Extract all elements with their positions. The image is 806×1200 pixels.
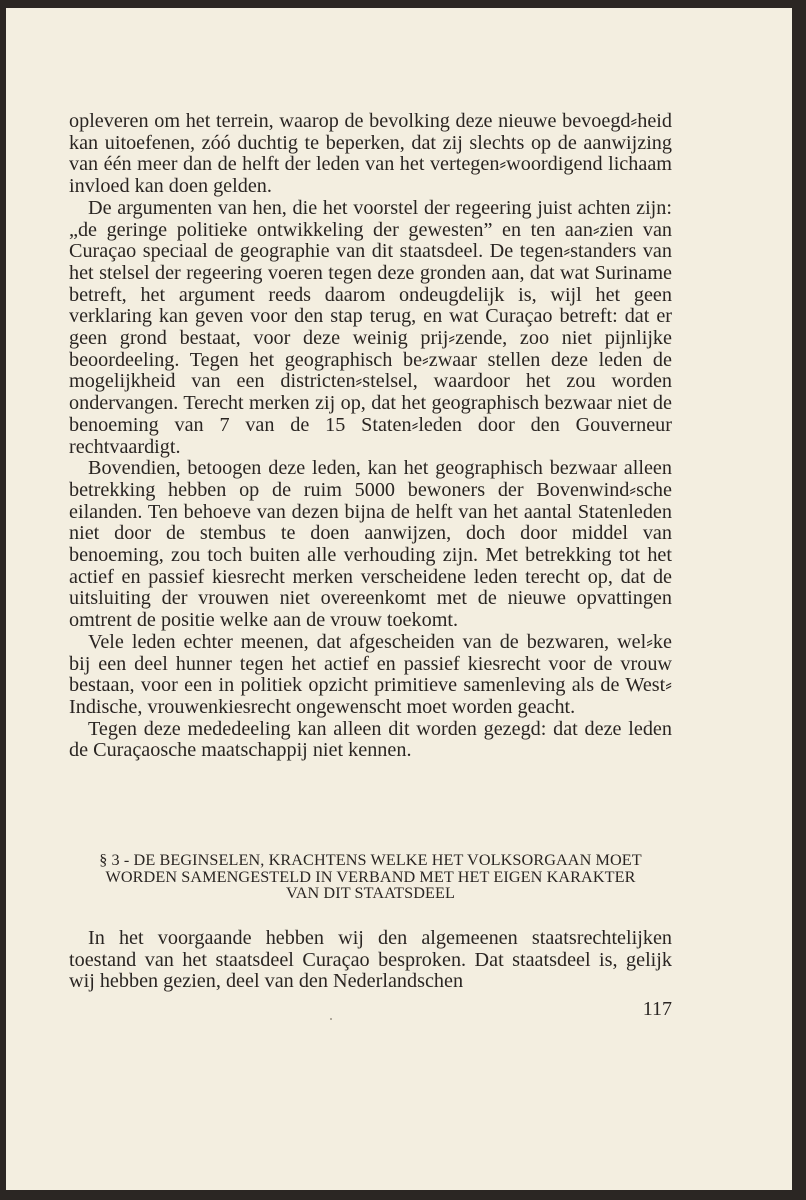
page-speck: [330, 1018, 332, 1020]
body-text: [69, 111, 672, 762]
section-heading-line: WORDEN SAMENGESTELD IN VERBAND MET HET EIGEN KARAKTER: [105, 867, 636, 886]
paragraph: Tegen deze mededeeling kan alleen dit worden gezegd: dat deze leden de Curaçaosche maatschappij niet kennen.: [69, 717, 672, 762]
section-heading-line: VAN DIT STAATSDEEL: [286, 884, 455, 902]
paragraph: Bovendien, betoogen deze leden, kan het geographisch bezwaar alleen betrekking hebben op de ruim 5000 bewoners der Bovenwind⸗sche eilanden. Ten behoeve van dezen bijna de helft van het aantal Statenleden niet door de stembus te doen aanwijzen, doch door middel van benoeming, zou toch buiten alle verhouding zijn. Met betrekking tot het actief en passief kiesrecht merken verscheidene leden terecht op, dat de uitsluiting der vrouwen niet overeenkomt met de nieuwe opvattingen omtrent de positie welke aan de vrouw toekomt.: [69, 457, 672, 632]
paragraph: De argumenten van hen, die het voorstel der regeering juist achten zijn: „de geringe politieke ontwikkeling der gewesten” en ten aan⸗zien van Curaçao speciaal de geographie van dit staatsdeel. De tegen⸗standers van het stelsel der regeering voeren tegen deze gronden aan, dat wat Suriname betreft, het argument reeds daarom ondeugdelijk is, wijl het geen verklaring kan geven voor den stap terug, en wat Curaçao betreft: dat er geen grond bestaat, voor deze weinig prij⸗zende, zoo niet pijnlijke beoordeeling. Tegen het geographisch be⸗zwaar stellen deze leden de mogelijkheid van een districten⸗stelsel, waardoor het zou worden ondervangen. Terecht merken zij op, dat het geographisch bezwaar niet de benoeming van 7 van de 15 Staten⸗leden door den Gouverneur rechtvaardigt.: [69, 196, 672, 458]
body-text-continued: [69, 928, 672, 993]
section-heading: [69, 852, 672, 902]
paragraph: opleveren om het terrein, waarop de bevolking deze nieuwe bevoegd⸗heid kan uitoefenen, zóó duchtig te beperken, dat zij slechts op de aanwijzing van één meer dan de helft der leden van het vertegen⸗woordigend lichaam invloed kan doen gelden.: [69, 110, 672, 198]
page-number: 117: [642, 998, 672, 1020]
paragraph: Vele leden echter meenen, dat afgescheiden van de bezwaren, wel⸗ke bij een deel hunner tegen het actief en passief kiesrecht voor de vrouw bestaan, voor een in politiek opzicht primitieve samenleving als de West⸗Indische, vrouwenkiesrecht ongewenscht moet worden geacht.: [69, 630, 672, 718]
paragraph: In het voorgaande hebben wij den algemeenen staatsrechtelijken toestand van het staatsdeel Curaçao besproken. Dat staatsdeel is, gelijk wij hebben gezien, deel van den Nederlandschen: [69, 927, 672, 993]
section-heading-line: § 3 - DE BEGINSELEN, KRACHTENS WELKE HET VOLKSORGAAN MOET: [99, 851, 642, 869]
